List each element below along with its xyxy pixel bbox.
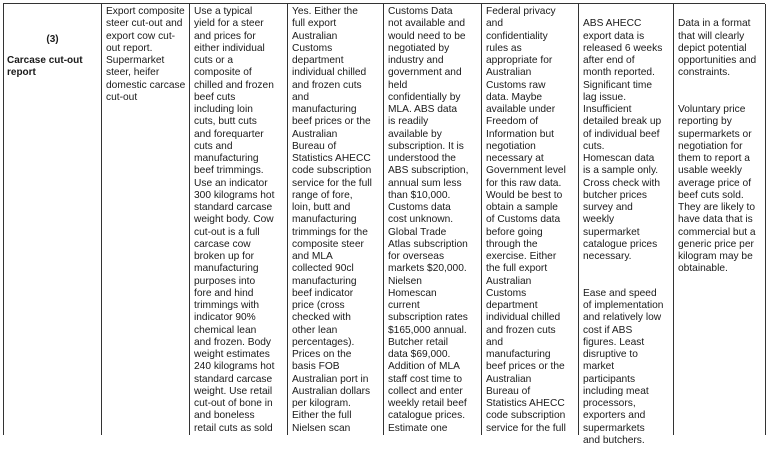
table-cell-requirements bbox=[674, 4, 766, 435]
cell-availability-text: Yes. Either the full export Australian Customs department individual chilled and frozen cuts and manufacturing beef prices or the Australian Bureau of Statistics AHECC code subscription service for the full range of fore, loin, butt and manufacturing trimmings for the composite steer and MLA collected 90cl manufacturing beef indicator price (cross checked with other lean percentages). Prices on the basis FOB Australian port in Australian dollars per kilogram. Either the full Nielsen scan bbox=[292, 6, 372, 434]
table-cell-row-label bbox=[4, 4, 102, 435]
cell-voluntary-text: Voluntary price reporting by supermarkets or negotiation for them to report a usable weekly average price of beef cuts sold. They are likely to have data that is commercial but a generic price per kilogram may be obtainable. bbox=[678, 104, 756, 275]
cell-description-text: Export composite steer cut-out and export cow cut- out report. Supermarket steer, heifer domestic carcase cut-out bbox=[106, 6, 186, 103]
report-table bbox=[3, 3, 765, 446]
cell-privacy-text: Federal privacy and confidentiality rules as appropriate for Australian Customs raw data. Maybe available under Freedom of Information but negotiation necessary at Government level for this raw data. Would be best to obtain a sample of Customs data before going through the exercise. Either the full export Australian Customs department individual chilled and frozen cuts and manufacturing beef prices or the Australian Bureau of Statistics AHECC code subscription service for the full bbox=[486, 6, 566, 434]
cell-advantages-text: Ease and speed of implementation and relatively low cost if ABS figures. Least disruptive to market participants including meat processors, exporters and supermarkets and butchers. bbox=[583, 287, 664, 446]
table-cell-description bbox=[102, 4, 190, 435]
table-cell-method bbox=[190, 4, 288, 435]
cell-method-text: Use a typical yield for a steer and prices for either individual cuts or a composite of chilled and frozen beef cuts including loin cuts, butt cuts and forequarter cuts and manufacturing beef trimmings. Use an indicator 300 kilograms hot standard carcase weight body. Cow cut-out is a full carcase cow broken up for manufacturing purposes into fore and hind trimmings with indicator 90% chemical lean and frozen. Body weight estimates 240 kilograms hot standard carcase weight. Use retail cut-out of bone in and boneless retail cuts as sold bbox=[194, 6, 275, 434]
table-cell-cost bbox=[384, 4, 482, 435]
table-cell-privacy bbox=[482, 4, 579, 435]
table-cell-data-availability bbox=[288, 4, 384, 435]
cell-requirements-text: Data in a format that will clearly depict potential opportunities and constraints. bbox=[678, 18, 757, 79]
row-number: (3) bbox=[46, 34, 59, 45]
row-name: Carcase cut-out report bbox=[7, 55, 83, 78]
table-cell-limitations bbox=[579, 4, 674, 446]
cell-limitations-text: ABS AHECC export data is released 6 weeks after end of month reported. Significant time lag issue. Insufficient detailed break up of individual beef cuts. Homescan data is a sample only. Cross check with butcher prices survey and weekly supermarket catalogue prices necessary. bbox=[583, 18, 663, 262]
cell-cost-text: Customs Data not available and would need to be negotiated by industry and government and held confidentially by MLA. ABS data is readily available by subscription. It is understood the ABS subscription, annual sum less than $10,000. Customs data cost unknown. Global Trade Atlas subscription for overseas markets $20,000. Nielsen Homescan current subscription rates $165,000 annual. Butcher retail data $69,000. Addition of MLA staff cost time to collect and enter weekly retail beef catalogue prices. Estimate one bbox=[388, 6, 469, 434]
